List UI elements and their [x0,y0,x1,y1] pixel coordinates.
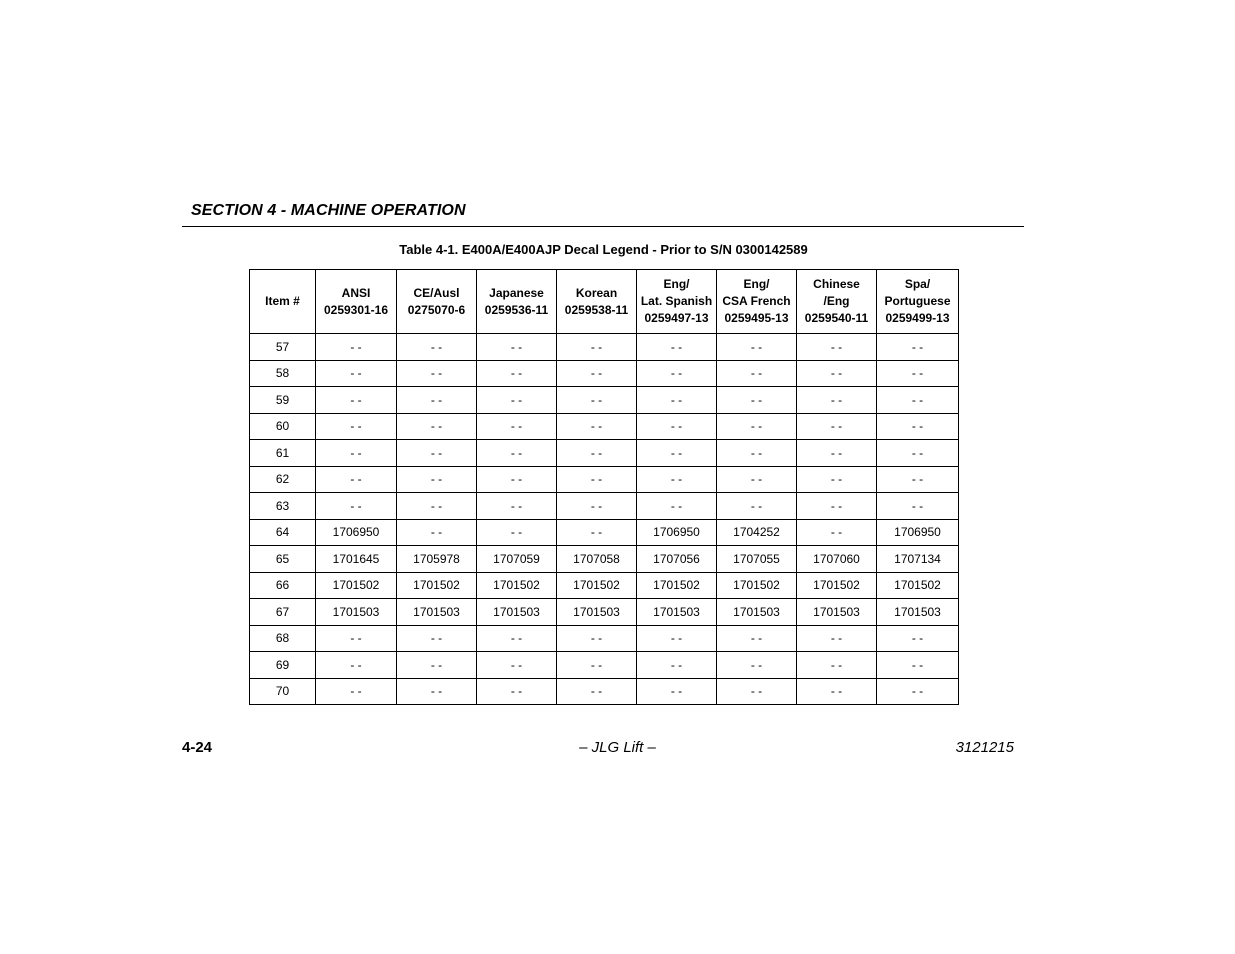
decal-part-cell: 1701503 [316,599,397,626]
section-title: SECTION 4 - MACHINE OPERATION [191,202,466,219]
column-header-line: CE/Ausl [413,285,460,300]
decal-part-cell: - - [477,334,557,361]
page-number: 4-24 [182,739,213,756]
decal-part-cell: - - [316,387,397,414]
column-header-line: Korean [575,285,618,300]
table-row [250,599,959,626]
column-header-line: 0259495-13 [724,311,789,325]
decal-part-cell: - - [557,652,637,679]
decal-part-cell: 1707059 [477,546,557,573]
column-header [397,270,477,334]
decal-part-cell: 1707060 [797,546,877,573]
decal-part-cell: 1707056 [637,546,717,573]
decal-part-cell: - - [717,440,797,467]
decal-part-cell: - - [397,387,477,414]
decal-legend-table [249,269,959,705]
decal-part-cell: - - [477,466,557,493]
item-number-cell: 63 [250,493,316,520]
decal-part-cell: - - [717,387,797,414]
decal-part-cell: - - [477,360,557,387]
column-header-line: 0259536-11 [484,302,549,317]
decal-part-cell: - - [397,519,477,546]
decal-part-cell: - - [397,493,477,520]
table-row [250,360,959,387]
decal-part-cell: - - [717,652,797,679]
column-header-line: 0259497-13 [644,311,709,325]
decal-part-cell: - - [797,652,877,679]
decal-part-cell: - - [397,625,477,652]
column-header-line: 0259301-16 [323,302,389,317]
decal-part-cell: - - [797,334,877,361]
decal-part-cell: 1701502 [717,572,797,599]
decal-part-cell: - - [877,466,959,493]
decal-part-cell: - - [316,334,397,361]
decal-part-cell: - - [557,360,637,387]
column-header-line: CSA French [722,294,791,308]
decal-part-cell: - - [797,387,877,414]
table-row [250,546,959,573]
column-header [250,270,316,334]
table-row [250,387,959,414]
item-number-cell: 68 [250,625,316,652]
decal-part-cell: - - [797,440,877,467]
decal-part-cell: - - [557,334,637,361]
column-header-line: Eng/ [743,277,770,291]
item-number-cell: 62 [250,466,316,493]
item-number-cell: 61 [250,440,316,467]
decal-part-cell: 1707055 [717,546,797,573]
decal-part-cell: - - [717,360,797,387]
decal-part-cell: - - [477,652,557,679]
column-header [797,270,877,334]
decal-part-cell: 1706950 [316,519,397,546]
table-row [250,678,959,705]
decal-part-cell: - - [877,334,959,361]
table-row [250,466,959,493]
decal-part-cell: - - [477,519,557,546]
decal-part-cell: - - [717,493,797,520]
decal-part-cell: 1701502 [637,572,717,599]
table-caption: Table 4-1. E400A/E400AJP Decal Legend - Prior to S/N 0300142589 [399,242,808,257]
decal-part-cell: - - [316,360,397,387]
column-header-line: Spa/ [904,277,931,291]
decal-part-cell: - - [557,413,637,440]
item-number-cell: 69 [250,652,316,679]
decal-part-cell: 1701502 [557,572,637,599]
column-header-line: Japanese [489,285,544,300]
column-header-line: Lat. Spanish [640,294,713,308]
decal-part-cell: - - [717,678,797,705]
column-header [717,270,797,334]
column-header [477,270,557,334]
column-header-line: 0275070-6 [407,302,466,317]
item-number-cell: 65 [250,546,316,573]
decal-part-cell: - - [797,625,877,652]
decal-part-cell: - - [557,625,637,652]
decal-part-cell: 1705978 [397,546,477,573]
decal-part-cell: - - [637,360,717,387]
column-header [877,270,959,334]
decal-part-cell: - - [717,413,797,440]
column-header-line: Eng/ [663,277,690,291]
decal-part-cell: - - [637,387,717,414]
column-header-line: Chinese [813,277,860,291]
decal-part-cell: 1704252 [717,519,797,546]
decal-part-cell: - - [316,466,397,493]
decal-part-cell: - - [557,678,637,705]
column-header [557,270,637,334]
decal-part-cell: - - [797,413,877,440]
decal-part-cell: - - [877,413,959,440]
decal-part-cell: - - [797,493,877,520]
document-number: 3121215 [955,739,1014,756]
decal-part-cell: - - [477,413,557,440]
decal-part-cell: - - [557,387,637,414]
table-row [250,519,959,546]
column-header-line: /Eng [823,294,850,308]
decal-part-cell: - - [316,652,397,679]
decal-part-cell: - - [877,440,959,467]
table-row [250,625,959,652]
decal-part-cell: - - [557,466,637,493]
column-header-line: 0259540-11 [804,311,869,325]
decal-part-cell: - - [316,678,397,705]
table-header-row [250,270,959,334]
decal-part-cell: 1707058 [557,546,637,573]
decal-part-cell: - - [877,360,959,387]
table-row [250,493,959,520]
decal-part-cell: 1701503 [797,599,877,626]
decal-part-cell: 1701502 [797,572,877,599]
decal-part-cell: - - [877,493,959,520]
item-number-cell: 57 [250,334,316,361]
column-header-line: 0259538-11 [564,302,629,317]
column-header-line: 0259499-13 [885,311,950,325]
decal-part-cell: - - [477,387,557,414]
decal-part-cell: - - [557,493,637,520]
decal-part-cell: 1701503 [397,599,477,626]
decal-part-cell: - - [557,440,637,467]
column-header [316,270,397,334]
column-header [637,270,717,334]
item-number-cell: 64 [250,519,316,546]
decal-part-cell: 1701503 [717,599,797,626]
decal-part-cell: 1701502 [877,572,959,599]
decal-part-cell: - - [397,678,477,705]
table-body [250,334,959,705]
decal-part-cell: - - [877,652,959,679]
decal-part-cell: 1706950 [877,519,959,546]
decal-part-cell: - - [397,466,477,493]
item-number-cell: 58 [250,360,316,387]
table-row [250,652,959,679]
decal-part-cell: - - [397,334,477,361]
decal-part-cell: - - [557,519,637,546]
column-header-line: ANSI [341,285,371,300]
column-header-line: Item # [265,294,300,308]
decal-part-cell: - - [717,334,797,361]
decal-part-cell: - - [477,493,557,520]
decal-part-cell: 1701503 [557,599,637,626]
decal-part-cell: - - [316,625,397,652]
decal-part-cell: - - [637,678,717,705]
decal-part-cell: - - [637,413,717,440]
decal-part-cell: - - [397,652,477,679]
decal-part-cell: - - [477,440,557,467]
table-row [250,440,959,467]
footer-publisher: – JLG Lift – [579,739,656,756]
decal-part-cell: - - [877,678,959,705]
decal-part-cell: - - [877,387,959,414]
decal-part-cell: - - [637,334,717,361]
decal-part-cell: - - [717,466,797,493]
item-number-cell: 70 [250,678,316,705]
decal-part-cell: - - [637,440,717,467]
header-divider [182,226,1024,227]
decal-part-cell: 1701502 [477,572,557,599]
decal-part-cell: 1701502 [316,572,397,599]
table-row [250,334,959,361]
decal-part-cell: - - [637,466,717,493]
item-number-cell: 60 [250,413,316,440]
decal-part-cell: - - [477,678,557,705]
decal-part-cell: - - [637,652,717,679]
decal-part-cell: 1701502 [397,572,477,599]
decal-part-cell: - - [797,678,877,705]
decal-part-cell: - - [316,440,397,467]
item-number-cell: 66 [250,572,316,599]
decal-part-cell: - - [797,519,877,546]
decal-part-cell: - - [316,493,397,520]
decal-part-cell: - - [316,413,397,440]
decal-part-cell: 1707134 [877,546,959,573]
decal-part-cell: - - [397,413,477,440]
decal-part-cell: - - [397,440,477,467]
column-header-line: Portuguese [884,294,951,308]
table-row [250,572,959,599]
item-number-cell: 59 [250,387,316,414]
decal-part-cell: 1701503 [637,599,717,626]
table-row [250,413,959,440]
decal-part-cell: - - [637,625,717,652]
decal-part-cell: 1701503 [477,599,557,626]
decal-part-cell: 1706950 [637,519,717,546]
decal-part-cell: - - [877,625,959,652]
decal-part-cell: - - [397,360,477,387]
decal-part-cell: - - [797,466,877,493]
decal-part-cell: - - [717,625,797,652]
item-number-cell: 67 [250,599,316,626]
decal-part-cell: - - [797,360,877,387]
decal-part-cell: 1701503 [877,599,959,626]
decal-part-cell: 1701645 [316,546,397,573]
decal-part-cell: - - [477,625,557,652]
decal-part-cell: - - [637,493,717,520]
